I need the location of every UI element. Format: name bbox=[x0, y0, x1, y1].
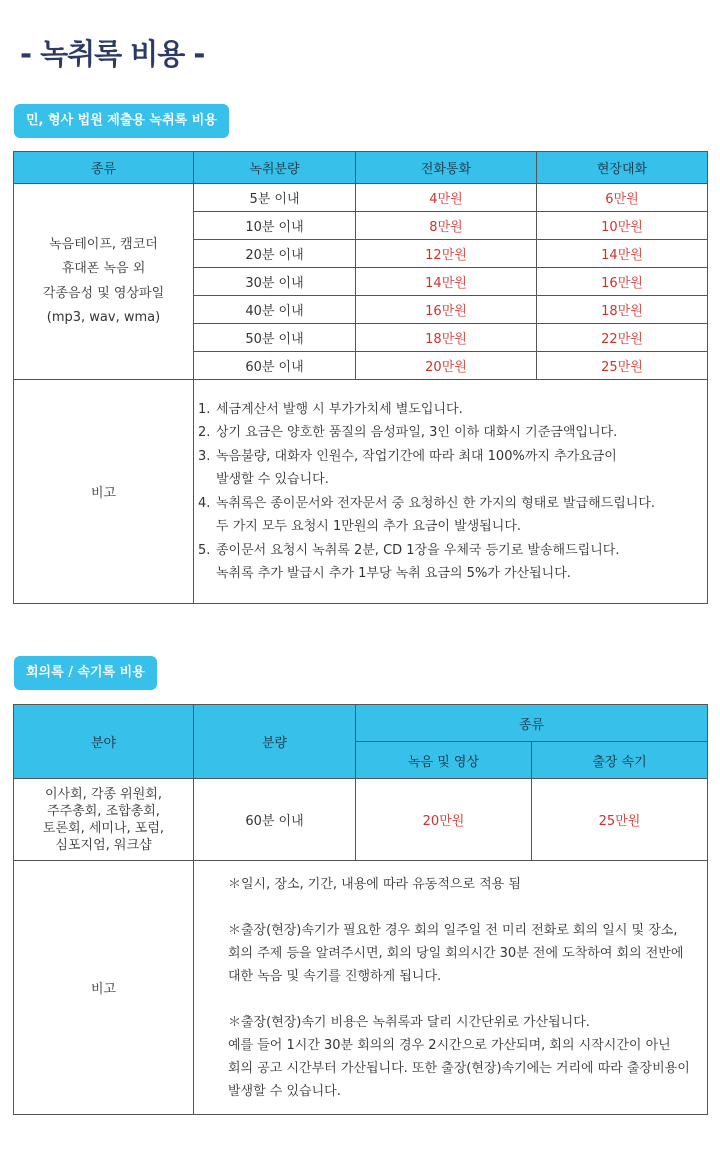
section-label-meeting-minutes: 회의록 / 속기록 비용 bbox=[14, 656, 157, 690]
remark-line: 녹취록은 종이문서와 전자문서 중 요청하신 한 가지의 형태로 발급해드립니다. bbox=[216, 495, 656, 511]
phone-price-cell: 8만원 bbox=[356, 212, 537, 240]
remark-item bbox=[198, 445, 707, 492]
remarks-cell bbox=[194, 380, 708, 604]
header-amount: 분량 bbox=[194, 705, 356, 779]
remark-line: 종이문서 요청시 녹취록 2분, CD 1장을 우체국 등기로 발송해드립니다. bbox=[216, 542, 620, 558]
duration-cell: 20분 이내 bbox=[194, 240, 356, 268]
memo-line: 예를 들어 1시간 30분 회의의 경우 2시간으로 가산되며, 회의 시작시간이 아닌 bbox=[228, 1037, 671, 1053]
onsite-price-cell: 14만원 bbox=[537, 240, 708, 268]
header-recording-video: 녹음 및 영상 bbox=[356, 742, 532, 779]
phone-price-cell: 16만원 bbox=[356, 296, 537, 324]
memo-line: 대한 녹음 및 속기를 진행하게 됩니다. bbox=[228, 968, 442, 984]
media-type-line: (mp3, wav, wma) bbox=[46, 310, 161, 325]
media-type-line: 각종음성 및 영상파일 bbox=[42, 285, 165, 301]
amount-cell: 60분 이내 bbox=[194, 779, 356, 861]
duration-cell: 50분 이내 bbox=[194, 324, 356, 352]
section-label-court-transcript: 민, 형사 법원 제출용 녹취록 비용 bbox=[14, 104, 229, 138]
remark-line: 두 가지 모두 요청시 1만원의 추가 요금이 발생됩니다. bbox=[216, 519, 522, 534]
phone-price-cell: 14만원 bbox=[356, 268, 537, 296]
duration-cell: 5분 이내 bbox=[194, 184, 356, 212]
meeting-field-cell bbox=[14, 779, 194, 861]
header-field: 분야 bbox=[14, 705, 194, 779]
media-type-cell bbox=[14, 184, 194, 380]
media-type-line: 휴대폰 녹음 외 bbox=[61, 261, 146, 276]
onsite-stenography-price-cell: 25만원 bbox=[532, 779, 708, 861]
memo-line: ＊출장(현장)속기가 필요한 경우 회의 일주일 전 미리 전화로 회의 일시 및 장소, bbox=[228, 922, 678, 938]
duration-cell: 10분 이내 bbox=[194, 212, 356, 240]
duration-cell: 40분 이내 bbox=[194, 296, 356, 324]
field-line: 이사회, 각종 위원회, bbox=[45, 786, 162, 802]
phone-price-cell: 12만원 bbox=[356, 240, 537, 268]
onsite-price-cell: 16만원 bbox=[537, 268, 708, 296]
remark-line: 녹취록 추가 발급시 추가 1부당 녹취 요금의 5%가 가산됩니다. bbox=[216, 566, 571, 581]
onsite-price-cell: 10만원 bbox=[537, 212, 708, 240]
field-line: 심포지엄, 워크샵 bbox=[55, 837, 152, 853]
remarks-label: 비고 bbox=[14, 861, 194, 1115]
phone-price-cell: 18만원 bbox=[356, 324, 537, 352]
memo-line: ＊출장(현장)속기 비용은 녹취록과 달리 시간단위로 가산됩니다. bbox=[228, 1014, 590, 1030]
remark-item bbox=[198, 492, 707, 539]
remark-number: 4. bbox=[198, 495, 211, 511]
phone-price-cell: 4만원 bbox=[356, 184, 537, 212]
remark-line: 상기 요금은 양호한 품질의 음성파일, 3인 이하 대화시 기준금액입니다. bbox=[216, 425, 618, 440]
remark-item bbox=[198, 539, 707, 586]
remark-item bbox=[198, 421, 707, 445]
remark-line: 발생할 수 있습니다. bbox=[216, 472, 329, 487]
onsite-price-cell: 22만원 bbox=[537, 324, 708, 352]
header-onsite-stenography: 출장 속기 bbox=[532, 742, 708, 779]
page-title: - 녹취록 비용 - bbox=[20, 37, 205, 71]
header-type: 종류 bbox=[356, 705, 708, 742]
header-phone-call: 전화통화 bbox=[356, 152, 537, 184]
media-type-line: 녹음테이프, 캠코더 bbox=[49, 236, 158, 252]
remark-line: 녹음불량, 대화자 인원수, 작업기간에 따라 최대 100%까지 추가요금이 bbox=[216, 448, 617, 464]
meeting-minutes-price-table bbox=[13, 704, 708, 1115]
remark-number: 1. bbox=[198, 401, 211, 417]
duration-cell: 60분 이내 bbox=[194, 352, 356, 380]
header-type: 종류 bbox=[14, 152, 194, 184]
remark-line: 세금계산서 발행 시 부가가치세 별도입니다. bbox=[216, 401, 463, 417]
field-line: 주주총회, 조합총회, bbox=[47, 803, 160, 819]
header-onsite: 현장대화 bbox=[537, 152, 708, 184]
memo-line: 발생할 수 있습니다. bbox=[228, 1083, 341, 1099]
remarks-cell bbox=[194, 861, 708, 1115]
remarks-label: 비고 bbox=[14, 380, 194, 604]
remark-number: 2. bbox=[198, 425, 211, 440]
recording-price-cell: 20만원 bbox=[356, 779, 532, 861]
header-duration: 녹취분량 bbox=[194, 152, 356, 184]
duration-cell: 30분 이내 bbox=[194, 268, 356, 296]
phone-price-cell: 20만원 bbox=[356, 352, 537, 380]
remark-number: 5. bbox=[198, 542, 211, 558]
field-line: 토론회, 세미나, 포럼, bbox=[42, 820, 165, 836]
memo-line: ＊일시, 장소, 기간, 내용에 따라 유동적으로 적용 됨 bbox=[228, 876, 521, 892]
onsite-price-cell: 6만원 bbox=[537, 184, 708, 212]
memo-line: 회의 공고 시간부터 가산됩니다. 또한 출장(현장)속기에는 거리에 따라 출장비용이 bbox=[228, 1060, 690, 1076]
remark-number: 3. bbox=[198, 448, 211, 464]
remark-item bbox=[198, 398, 707, 422]
memo-line: 회의 주제 등을 알려주시면, 회의 당일 회의시간 30분 전에 도착하여 회의 전반에 bbox=[228, 945, 684, 961]
onsite-price-cell: 25만원 bbox=[537, 352, 708, 380]
court-transcript-price-table bbox=[13, 151, 708, 604]
onsite-price-cell: 18만원 bbox=[537, 296, 708, 324]
